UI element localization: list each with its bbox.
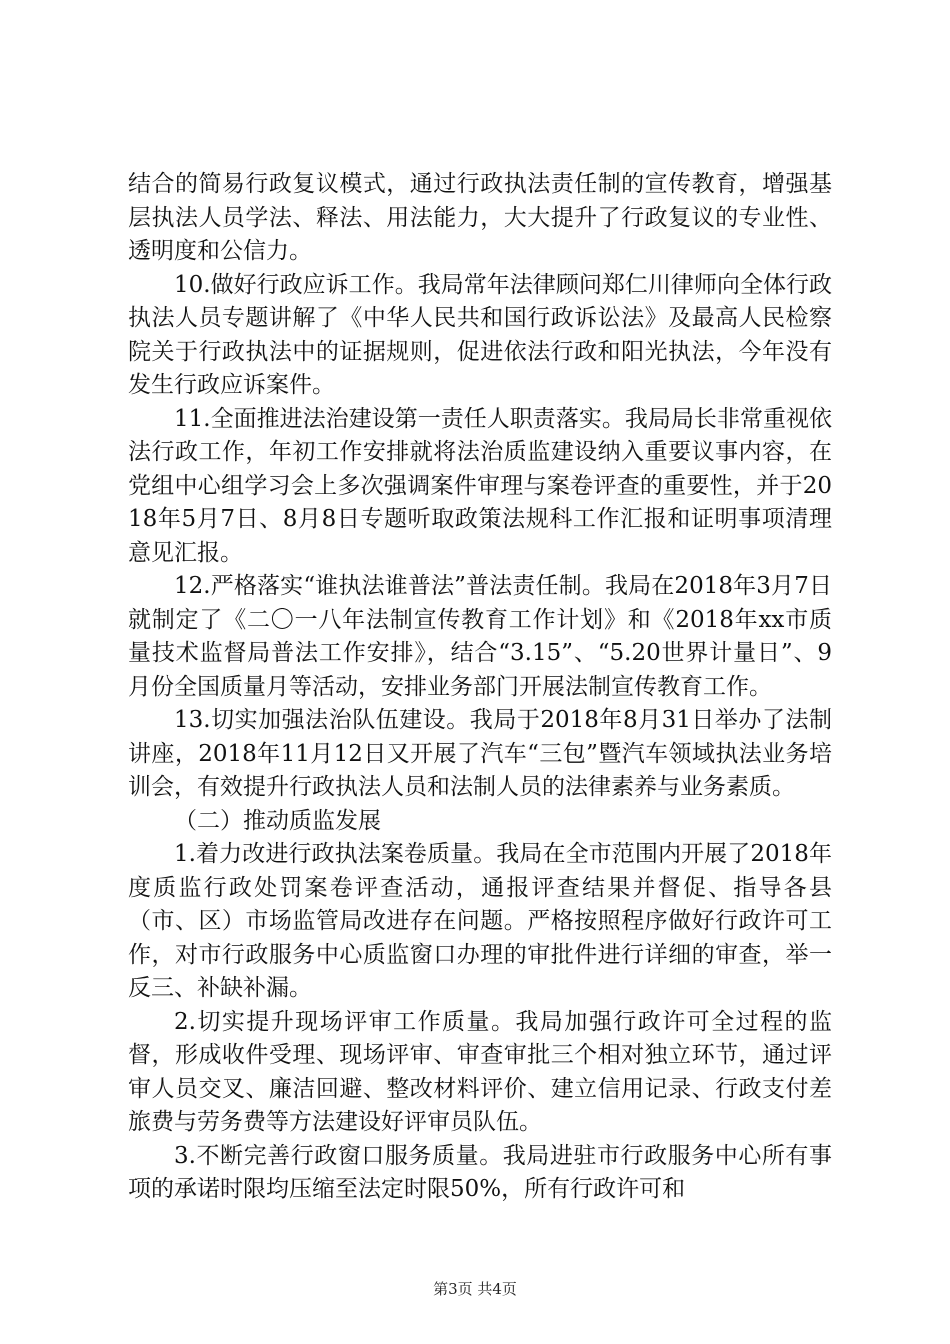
paragraph-item-11: 11.全面推进法治建设第一责任人职责落实。我局局长非常重视依法行政工作，年初工作安排就将法治质监建设纳入重要议事内容，在党组中心组学习会上多次强调案件审理与案卷评查的重要性，并于2018年5月7日、8月8日专题听取政策法规科工作汇报和证明事项清理意见汇报。 — [128, 405, 832, 566]
paragraph-item-1: 1.着力改进行政执法案卷质量。我局在全市范围内开展了2018年度质监行政处罚案卷评查活动，通报评查结果并督促、指导各县（市、区）市场监管局改进存在问题。严格按照程序做好行政许可工作，对市行政服务中心质监窗口办理的审批件进行详细的审查，举一反三、补缺补漏。 — [128, 841, 832, 1001]
document-body — [128, 168, 832, 1207]
section-heading: （二）推动质监发展 — [174, 807, 381, 834]
paragraph-item-12: 12.严格落实“谁执法谁普法”普法责任制。我局在2018年3月7日就制定了《二〇一八年法制宣传教育工作计划》和《2018年xx市质量技术监督局普法工作安排》，结合“3.15”、“5.20世界计量日”、9月份全国质量月等活动，安排业务部门开展法制宣传教育工作。 — [128, 573, 832, 700]
page-footer: 第3页 共4页 — [433, 1280, 517, 1298]
paragraph-item-13: 13.切实加强法治队伍建设。我局于2018年8月31日举办了法制讲座，2018年11月12日又开展了汽车“三包”暨汽车领域执法业务培训会，有效提升行政执法人员和法制人员的法律素养与业务素质。 — [128, 707, 832, 800]
paragraph-item-2: 2.切实提升现场评审工作质量。我局加强行政许可全过程的监督，形成收件受理、现场评审、审查审批三个相对独立环节，通过评审人员交叉、廉洁回避、整改材料评价、建立信用记录、行政支付差旅费与劳务费等方法建设好评审员队伍。 — [128, 1008, 832, 1135]
paragraph-item-10: 10.做好行政应诉工作。我局常年法律顾问郑仁川律师向全体行政执法人员专题讲解了《中华人民共和国行政诉讼法》及最高人民检察院关于行政执法中的证据规则，促进依法行政和阳光执法，今年没有发生行政应诉案件。 — [128, 271, 832, 398]
paragraph-item-3: 3.不断完善行政窗口服务质量。我局进驻市行政服务中心所有事项的承诺时限均压缩至法定时限50%，所有行政许可和 — [128, 1142, 832, 1202]
paragraph-continuation: 结合的简易行政复议模式，通过行政执法责任制的宣传教育，增强基层执法人员学法、释法、用法能力，大大提升了行政复议的专业性、透明度和公信力。 — [128, 171, 832, 264]
